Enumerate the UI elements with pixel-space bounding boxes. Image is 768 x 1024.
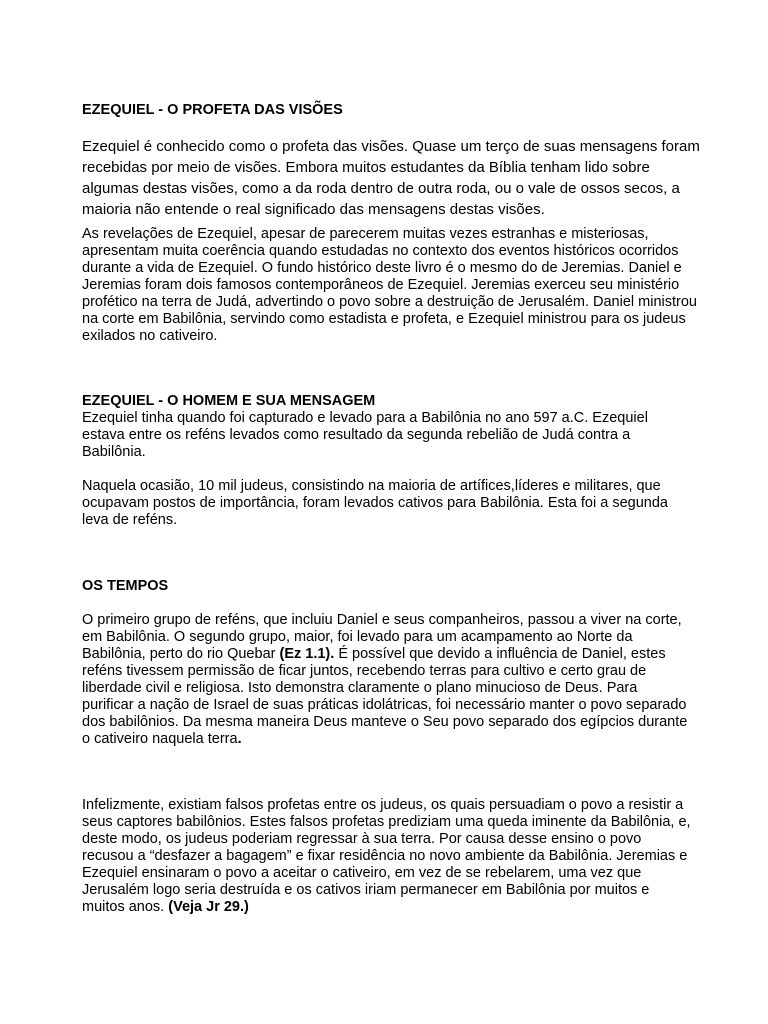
paragraph-text: Infelizmente, existiam falsos profetas entre os judeus, os quais persuadiam o povo a resistir a seus captores babilônios. Estes falsos profetas prediziam uma queda iminente da Babilônia, e, deste modo, os judeus poderiam regressar à sua terra. Por causa desse ensino o povo recusou a “desfazer a bagagem” e fixar residência no novo ambiente da Babilônia. Jeremias e Ezequiel ensinaram o povo a aceitar o cativeiro, em vez de se rebelarem, uma vez que Jerusalém logo seria destruída e os cativos iriam permanecer em Babilônia por muitos e muitos anos. [82, 797, 691, 915]
paragraph-primeiro-grupo [82, 612, 692, 748]
paragraph-naquela-ocasiao: Naquela ocasião, 10 mil judeus, consistindo na maioria de artífices,líderes e militares, que ocupavam postos de importância, foram levados cativos para Babilônia. Esta foi a segunda leva de reféns. [82, 478, 668, 528]
section-heading-os-tempos: OS TEMPOS [82, 578, 169, 594]
section-heading-homem-e-mensagem: EZEQUIEL - O HOMEM E SUA MENSAGEM [82, 393, 376, 409]
paragraph-text: O primeiro grupo de reféns, que incluiu Daniel e seus companheiros, passou a viver na corte, em Babilônia. O segundo grupo, maior, foi levado para um acampamento ao Norte da Babilônia, perto do rio Quebar [82, 612, 682, 662]
section-heading-profeta-das-visoes: EZEQUIEL - O PROFETA DAS VISÕES [82, 102, 343, 118]
paragraph-intro: Ezequiel é conhecido como o profeta das visões. Quase um terço de suas mensagens foram recebidas por meio de visões. Embora muitos estudantes da Bíblia tenham lido sobre algumas destas visões, como a da roda dentro de outra roda, ou o vale de ossos secos, a maioria não entende o real significado das mensagens destas visões. [82, 138, 700, 218]
paragraph-captura: Ezequiel tinha quando foi capturado e levado para a Babilônia no ano 597 a.C. Ezequiel estava entre os reféns levados como resultado da segunda rebelião de Judá contra a Babilônia. [82, 410, 648, 460]
scripture-reference: (Veja Jr 29.) [168, 899, 249, 915]
paragraph-end-punctuation: . [237, 731, 242, 747]
paragraph-falsos-profetas [82, 797, 692, 916]
paragraph-text: É possível que devido a influência de Daniel, estes reféns tivessem permissão de ficar juntos, recebendo terras para cultivo e certo grau de liberdade civil e religiosa. Isto demonstra claramente o plano minucioso de Deus. Para purificar a nação de Israel de suas práticas idolátricas, foi necessário manter o povo separado dos babilônios. Da mesma maneira Deus manteve o Seu povo separado dos egípcios durante o cativeiro naquela terra [82, 646, 688, 747]
paragraph-revelacoes: As revelações de Ezequiel, apesar de parecerem muitas vezes estranhas e misteriosas, apresentam muita coerência quando estudadas no contexto dos eventos históricos ocorridos durante a vida de Ezequiel. O fundo histórico deste livro é o mesmo do de Jeremias. Daniel e Jeremias foram dois famosos contemporâneos de Ezequiel. Jeremias exerceu seu ministério profético na terra de Judá, advertindo o povo sobre a destruição de Jerusalém. Daniel ministrou na corte em Babilônia, servindo como estadista e profeta, e Ezequiel ministrou para os judeus exilados no cativeiro. [82, 226, 697, 344]
scripture-reference: (Ez 1.1). [279, 646, 335, 662]
